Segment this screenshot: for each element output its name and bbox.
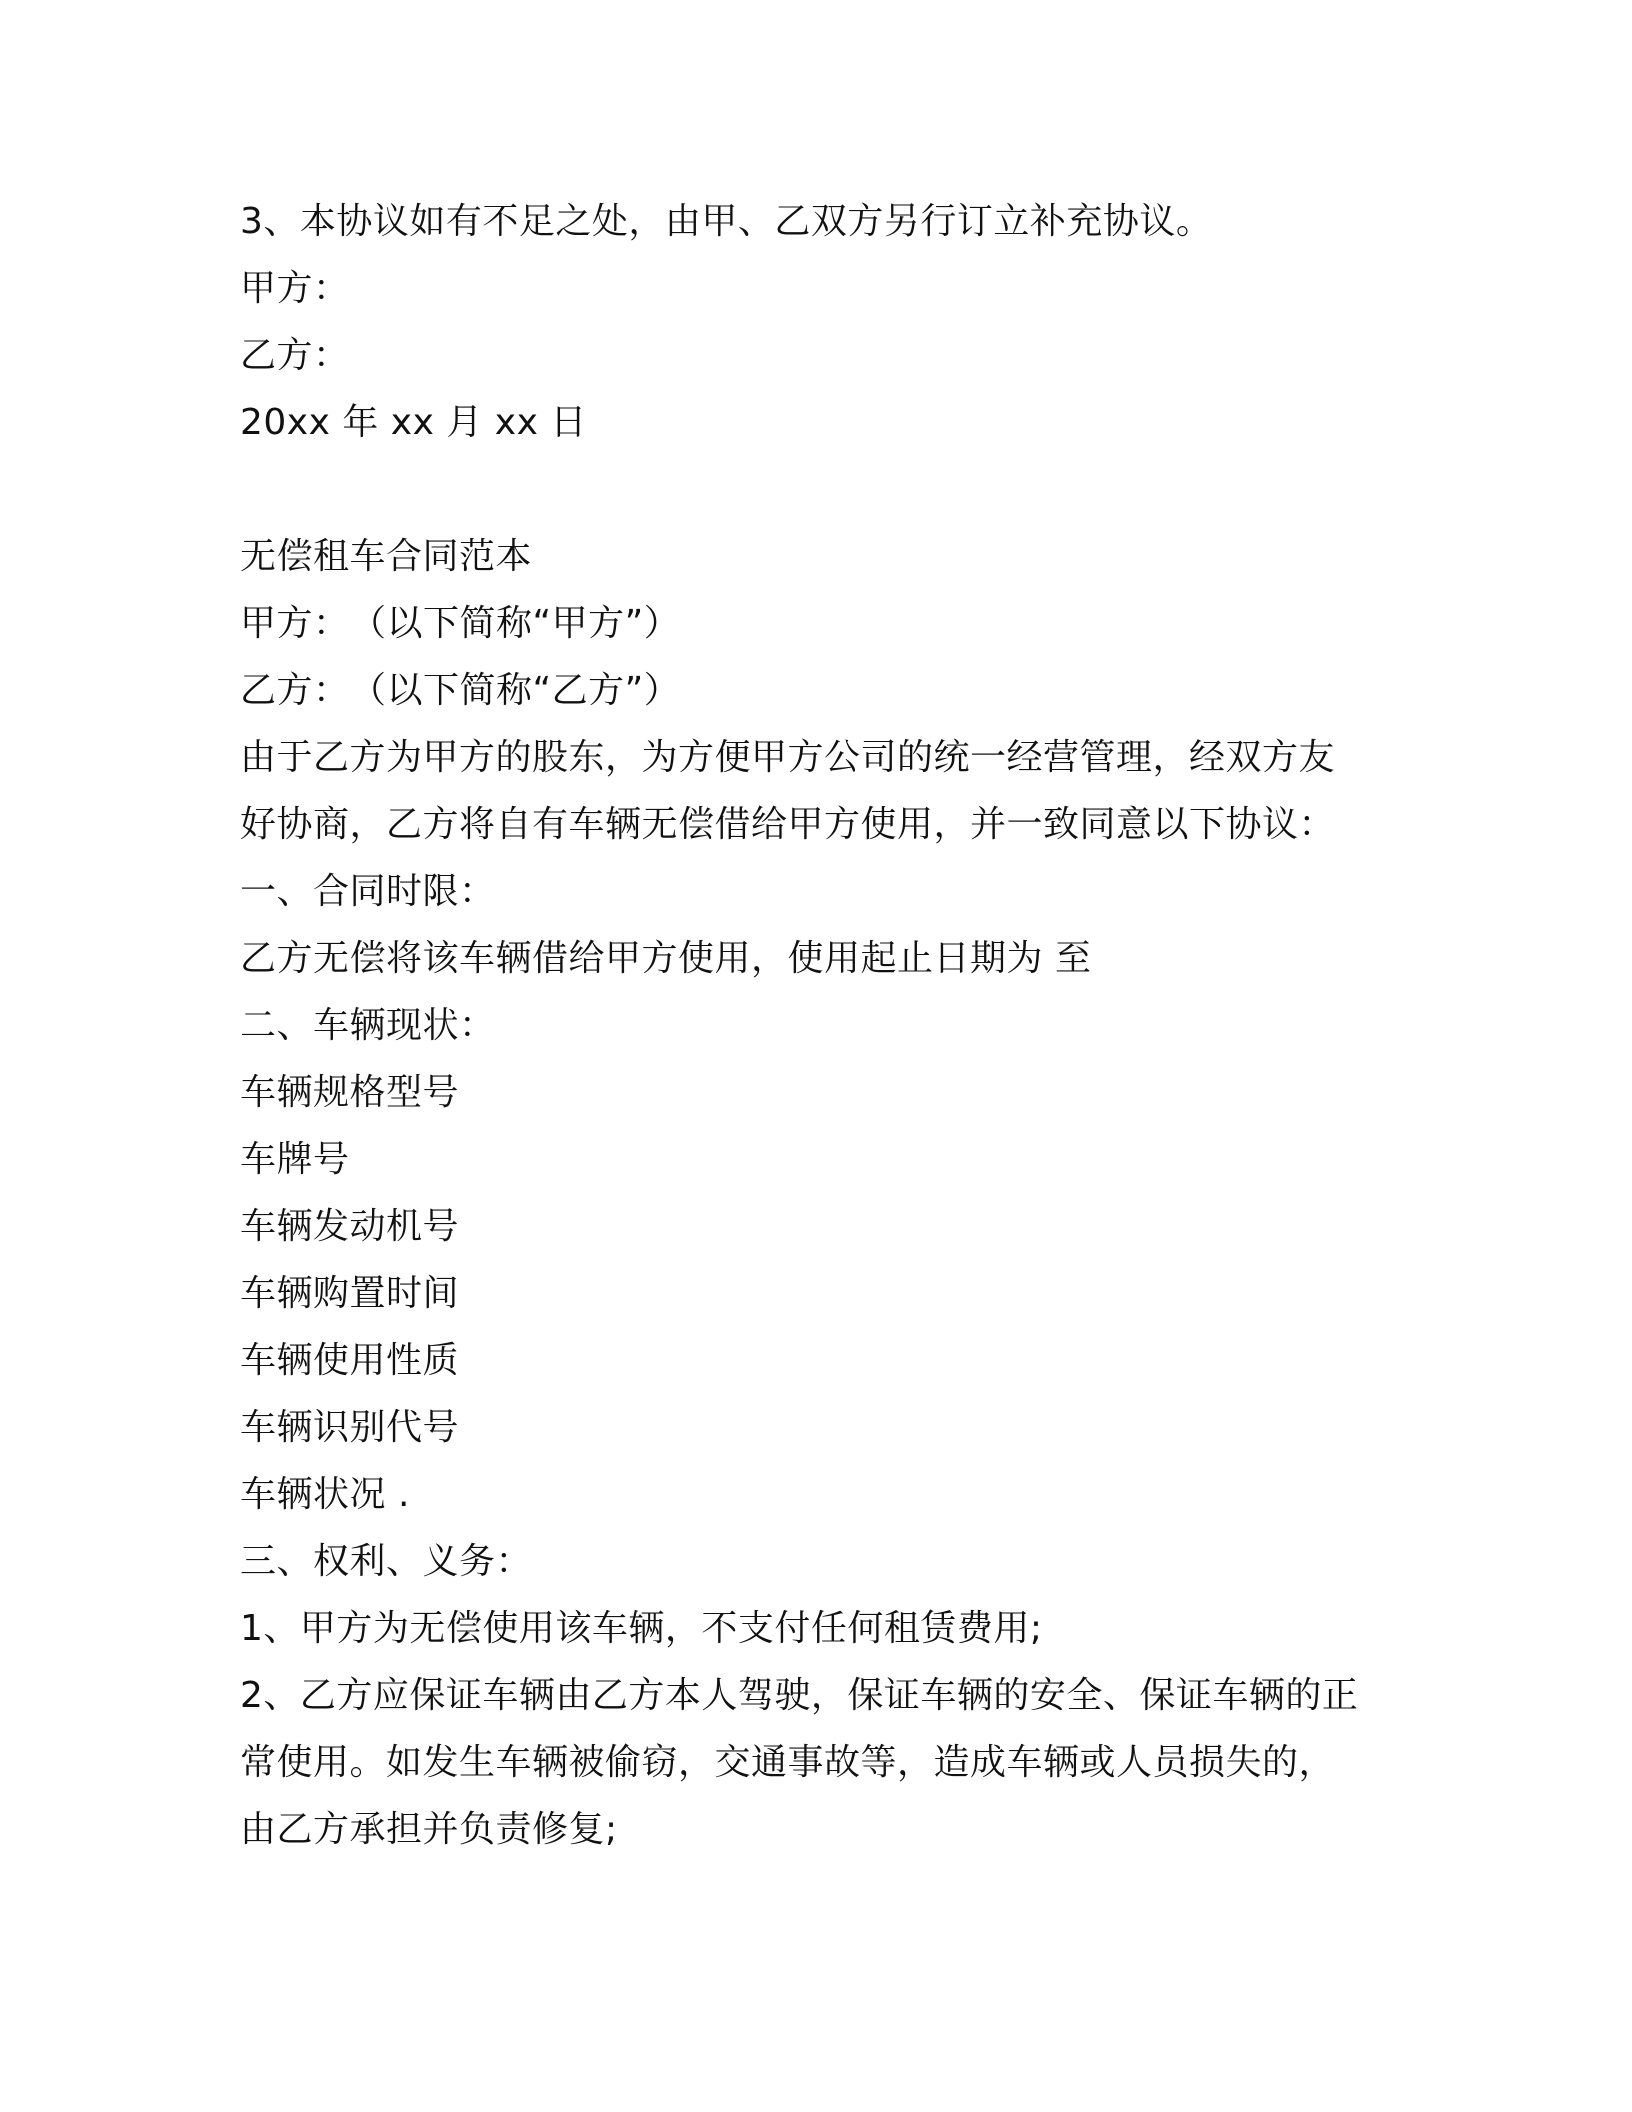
vehicle-model-field: 车辆规格型号 [240,1072,460,1113]
engine-number-field: 车辆发动机号 [240,1206,460,1247]
party-b-signature-label: 乙方： [240,335,350,376]
party-a-signature-label: 甲方： [240,268,350,309]
obligation-2-line-2: 常使用。如发生车辆被偷窃，交通事故等，造成车辆或人员损失的， [240,1742,1336,1783]
preamble-line-1: 由于乙方为甲方的股东，为方便甲方公司的统一经营管理，经双方友 [240,737,1336,778]
document-body [240,188,1400,1863]
clause-3-supplementary: 3、本协议如有不足之处，由甲、乙双方另行订立补充协议。 [240,201,1213,242]
purchase-time-field: 车辆购置时间 [240,1273,460,1314]
section-1-heading: 一、合同时限： [240,871,496,912]
section-spacer [240,456,1400,523]
section-2-heading: 二、车辆现状： [240,1005,496,1046]
obligation-2-line-1: 2、乙方应保证车辆由乙方本人驾驶，保证车辆的安全、保证车辆的正 [240,1675,1359,1716]
signing-date: 20xx 年 xx 月 xx 日 [240,402,587,443]
obligation-1: 1、甲方为无偿使用该车辆，不支付任何租赁费用; [240,1608,1043,1649]
plate-number-field: 车牌号 [240,1139,350,1180]
obligation-2-line-3: 由乙方承担并负责修复; [240,1809,618,1850]
party-a-line: 甲方： （以下简称“甲方”） [240,603,681,644]
contract-title: 无偿租车合同范本 [240,536,533,577]
preamble-line-2: 好协商，乙方将自有车辆无偿借给甲方使用，并一致同意以下协议： [240,804,1336,845]
section-1-text: 乙方无偿将该车辆借给甲方使用，使用起止日期为 至 [240,938,1092,979]
vin-field: 车辆识别代号 [240,1407,460,1448]
section-3-heading: 三、权利、义务： [240,1541,533,1582]
party-b-line: 乙方： （以下简称“乙方”） [240,670,681,711]
usage-nature-field: 车辆使用性质 [240,1340,460,1381]
vehicle-condition-field: 车辆状况 . [240,1474,410,1515]
